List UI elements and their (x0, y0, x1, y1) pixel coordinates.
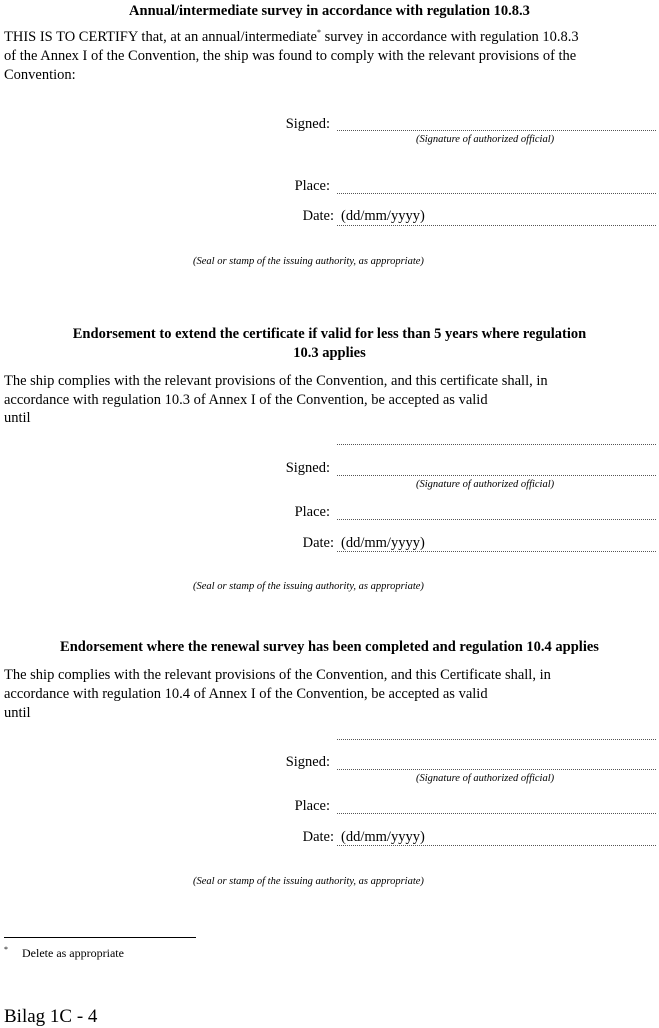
section2-heading-line1: Endorsement to extend the certificate if valid for less than 5 years where regulation (72, 326, 587, 342)
footnote-divider (4, 937, 196, 938)
section1-date-label: Date: (302, 208, 334, 224)
footnote-text: Delete as appropriate (22, 946, 124, 960)
section1-place-line[interactable] (337, 193, 656, 194)
section2-body-line3: until (4, 410, 31, 426)
section2-place-label: Place: (294, 504, 330, 520)
footnote-reference-mark: * (316, 28, 321, 38)
section2-body-line2: accordance with regulation 10.3 of Annex I of the Convention, be accepted as valid (4, 392, 488, 408)
section2-place-line[interactable] (337, 519, 656, 520)
section3-body-line2: accordance with regulation 10.4 of Annex I of the Convention, be accepted as valid (4, 686, 488, 702)
section1-place-label: Place: (294, 178, 330, 194)
section3-body-line3: until (4, 705, 31, 721)
section3-place-label: Place: (294, 798, 330, 814)
section1-heading: Annual/intermediate survey in accordance with regulation 10.8.3 (129, 3, 530, 19)
section3-valid-until-line[interactable] (337, 739, 656, 740)
section3-date-format: (dd/mm/yyyy) (341, 829, 425, 845)
section3-date-line[interactable] (337, 845, 656, 846)
section3-signature-caption: (Signature of authorized official) (416, 773, 555, 784)
section1-body-line3: Convention: (4, 67, 76, 83)
section1-signed-label: Signed: (285, 116, 330, 132)
section3-place-line[interactable] (337, 813, 656, 814)
section1-seal-caption: (Seal or stamp of the issuing authority, as appropriate) (193, 256, 424, 267)
section2-heading-line2: 10.3 applies (293, 345, 366, 361)
section3-heading: Endorsement where the renewal survey has been completed and regulation 10.4 applies (60, 639, 599, 655)
section1-signature-line[interactable] (337, 130, 656, 131)
page-number: Bilag 1C - 4 (4, 1006, 98, 1027)
footnote (4, 946, 124, 960)
section3-signature-line[interactable] (337, 769, 656, 770)
section1-date-format: (dd/mm/yyyy) (341, 208, 425, 224)
section3-date-label: Date: (302, 829, 334, 845)
section2-seal-caption: (Seal or stamp of the issuing authority, as appropriate) (193, 581, 424, 592)
section3-seal-caption: (Seal or stamp of the issuing authority, as appropriate) (193, 876, 424, 887)
section2-signed-label: Signed: (285, 460, 330, 476)
section2-valid-until-line[interactable] (337, 444, 656, 445)
section1-body-line1-a: THIS IS TO CERTIFY that, at an annual/intermediate (4, 29, 317, 45)
section2-signature-line[interactable] (337, 475, 656, 476)
footnote-mark: * (4, 945, 8, 954)
section1-signature-caption: (Signature of authorized official) (416, 134, 555, 145)
section1-body-line2: of the Annex I of the Convention, the ship was found to comply with the relevant provisions of the (4, 48, 577, 64)
section2-date-line[interactable] (337, 551, 656, 552)
section2-signature-caption: (Signature of authorized official) (416, 479, 555, 490)
section1-body-line1 (4, 28, 579, 47)
section2-body-line1: The ship complies with the relevant provisions of the Convention, and this certificate shall, in (4, 373, 548, 389)
section2-date-format: (dd/mm/yyyy) (341, 535, 425, 551)
section1-body-line1-b: survey in accordance with regulation 10.8.3 (320, 29, 579, 45)
section3-signed-label: Signed: (285, 754, 330, 770)
section1-date-line[interactable] (337, 225, 656, 226)
section3-body-line1: The ship complies with the relevant provisions of the Convention, and this Certificate shall, in (4, 667, 551, 683)
section2-date-label: Date: (302, 535, 334, 551)
